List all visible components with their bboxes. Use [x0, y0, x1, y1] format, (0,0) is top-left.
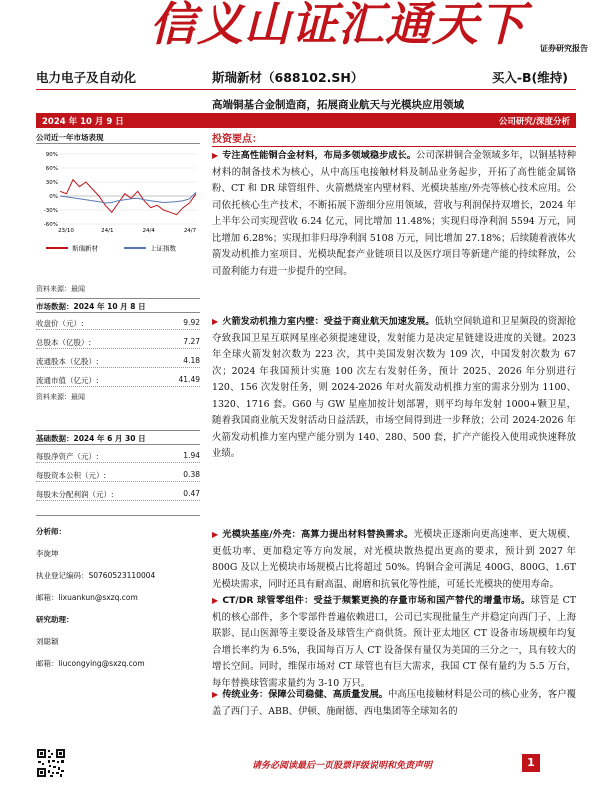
rating-label: 买入-B(维持) [491, 70, 568, 85]
row-rule [36, 462, 200, 463]
report-category: 证券研究报告 [540, 44, 588, 53]
x-tick-label: 24/1 [101, 228, 114, 234]
analyst-name: 李旋坤 [36, 549, 59, 558]
bullet-icon: ▶ [212, 690, 219, 699]
series-line [60, 180, 196, 215]
date-bar [36, 113, 576, 128]
points-title: 投资要点： [212, 134, 262, 145]
logo-text: 信义山证汇通天下 [150, 0, 526, 51]
divider [36, 430, 200, 431]
industry-label: 电力电子及自动化 [36, 70, 137, 85]
row-label: 每股未分配利润（元）: [36, 490, 114, 499]
analyst-email: 邮箱：lixuankun@sxzq.com [36, 593, 138, 602]
report-header [36, 68, 576, 86]
assistant-title: 研究助理： [36, 615, 74, 624]
bullet-icon: ▶ [212, 596, 219, 605]
series-line [60, 192, 196, 203]
point-body: 中高压电接触材料是公司的核心业务，客户覆盖了西门子、ABB、伊顿、施耐德、西电集团等全球知名的 [212, 689, 576, 717]
row-value: 4.18 [183, 356, 200, 365]
market-data-title: 市场数据：2024 年 10 月 8 日 [36, 302, 146, 311]
header-divider [36, 89, 576, 90]
divider [36, 298, 200, 299]
page-footer [36, 748, 576, 778]
y-tick-label: 0% [49, 194, 58, 200]
y-tick-label: -60% [43, 222, 58, 228]
point-body: 低轨空间轨道和卫星频段的资源抢夺致我国卫星互联网星座必须提速建设，发射能力是决定星链建设进度的关键。2023 年全球火箭发射次数为 223 次，其中美国发射次数为 109 次，中国发射次数为 67 次；2024 年我国预计实施 100 次左右发射任务，预计 2025、2026 年分别进行 120、156 次发射任务，则 2024-2026 年对火箭发动机推力室的需求分别为 1100、1320、1716 套。G60 与 GW 星座加按计划部署，则平均每年发射 1000+颗卫星，随着我国商业航天发射活动日益活跃，市场空间得到进一步释放；公司 2024-2026 年火箭发动机推力室内壁产能分别为 140、280、500 套，扩产产能投入使用或快速释放业绩。 [212, 316, 576, 459]
basic-data-row [36, 469, 200, 482]
basic-data-title: 基础数据：2024 年 6 月 30 日 [36, 434, 146, 443]
point-1 [212, 148, 576, 280]
brand-logo [150, 0, 526, 52]
y-tick-label: -30% [43, 208, 58, 214]
row-value: 1.94 [183, 451, 200, 460]
assistant-name: 刘聪颖 [36, 637, 59, 646]
market-data-source: 资料来源：最闻 [36, 393, 85, 401]
point-5 [212, 687, 576, 720]
divider [36, 515, 200, 516]
row-value: 9.92 [183, 318, 200, 327]
market-performance-chart [36, 144, 200, 259]
basic-data-row [36, 488, 200, 501]
point-body: 光模块正逐渐向更高速率、更大规模、更低功率、更加稳定等方向发展，对光模块散热提出更高的要求，预计到 2027 年 800G 及以上光模块市场规模占比将超过 50%。钨铜合金可满足 400G、800G、1.6T 光模块需求，同时还具有耐高温、耐磨和抗氧化等性能，可延长光模块的使用寿命。 [212, 529, 576, 590]
legend-label: 上证指数 [150, 244, 176, 253]
row-rule [36, 386, 200, 387]
chart-source: 资料来源：最闻 [36, 285, 85, 293]
disclaimer-text: 请务必阅读最后一页股票评级说明和免责声明 [252, 761, 433, 771]
bullet-icon: ▶ [212, 151, 219, 160]
bullet-icon: ▶ [212, 530, 219, 539]
point-2 [212, 314, 576, 463]
row-value: 7.27 [183, 337, 200, 346]
y-tick-label: 90% [45, 152, 58, 158]
divider [36, 312, 200, 313]
analyst-title: 分析师： [36, 527, 66, 536]
report-date: 2024 年 10 月 9 日 [42, 117, 124, 127]
row-rule [36, 348, 200, 349]
y-tick-label: 30% [45, 180, 58, 186]
point-heading: 火箭发动机推力室内壁：受益于商业航天加速发展。 [222, 316, 435, 327]
row-rule [36, 329, 200, 330]
market-data-row [36, 336, 200, 349]
basic-data-row [36, 450, 200, 463]
point-3 [212, 527, 576, 593]
assistant-email: 邮箱：liucongying@sxzq.com [36, 659, 145, 668]
report-headline: 高端铜基合金制造商，拓展商业航天与光模块应用领域 [212, 99, 464, 111]
row-rule [36, 481, 200, 482]
row-rule [36, 367, 200, 368]
company-name: 斯瑞新材（688102.SH） [212, 70, 364, 85]
row-value: 0.47 [183, 489, 200, 498]
market-data-row [36, 317, 200, 330]
row-label: 流通市值（亿元）: [36, 376, 99, 385]
market-data-row [36, 355, 200, 368]
qr-code-icon [36, 748, 66, 778]
analyst-cert: 执业登记编码：S0760523110004 [36, 571, 156, 580]
market-data-row [36, 374, 200, 387]
y-tick-label: 60% [45, 166, 58, 172]
legend-label: 斯瑞新材 [72, 244, 98, 253]
point-heading: 专注高性能铜合金材料，布局多领域稳步成长。 [222, 150, 416, 161]
point-4 [212, 593, 576, 692]
row-label: 收盘价（元）: [36, 319, 84, 328]
market-performance-title: 公司近一年市场表现 [36, 133, 104, 142]
points-divider [212, 146, 576, 147]
x-tick-label: 23/10 [58, 228, 74, 234]
divider [36, 444, 200, 445]
report-type: 公司研究/深度分析 [498, 117, 570, 127]
point-body: 公司深耕铜合金领域多年，以铜基特种材料的制备技术为核心，从中高压电接触材料及制品业务起步，开拓了高性能金属铬粉、CT 和 DR 球管组件、火箭燃烧室内壁材料、光模块基座/外壳等核心技术应用。公司依托核心生产技术，不断拓展下游细分应用领域，营收与利润保持双增长，2024 年上半年公司实现营收 6.24 亿元，同比增加 11.48%；实现归母净利润 5594 万元，同比增加 6.28%；实现扣非归母净利润 5108 万元，同比增加 27.18%；后续随着液体火箭发动机推力室项目、光模块配套产业链项目以及医疗项目等新建产能的持续释放，公司盈利能力有进一步提升的空间。 [212, 150, 576, 277]
row-label: 每股净资产（元）: [36, 452, 99, 461]
row-value: 41.49 [178, 375, 200, 384]
investment-points [212, 130, 576, 717]
row-rule [36, 500, 200, 501]
bullet-icon: ▶ [212, 317, 219, 326]
row-label: 总股本（亿股）: [36, 338, 92, 347]
point-body: 球管是 CT 机的核心部件，多个零部件普遍依赖进口，公司已实现批量生产并稳定向西门子、上海联影、昆山医源等主要设备及球管生产商供货。预计亚太地区 CT 设备市场规模年均复合增长率约为 6.5%，我国每百万人 CT 设备保有量仅为美国的三分之一，具有较大的增长空间。同时，维保市场对 CT 球管也有巨大需求，我国 CT 保有量约为 5.5 万台，每年替换球管需求量约为 3-10 万只。 [212, 595, 576, 689]
x-tick-label: 24/7 [183, 228, 197, 234]
point-heading: 光模块基座/外壳：高算力提出材料替换需求。 [222, 529, 414, 540]
x-tick-label: 24/4 [142, 228, 155, 234]
point-heading: 传统业务：保障公司稳健、高质量发展。 [222, 689, 389, 700]
point-heading: CT/DR 球管零组件：受益于频繁更换的存量市场和国产替代的增量市场。 [222, 595, 531, 606]
row-label: 流通股本（亿股）: [36, 357, 99, 366]
page-number: 1 [522, 754, 540, 772]
row-label: 每股资本公积（元）: [36, 471, 107, 480]
row-value: 0.38 [183, 470, 200, 479]
